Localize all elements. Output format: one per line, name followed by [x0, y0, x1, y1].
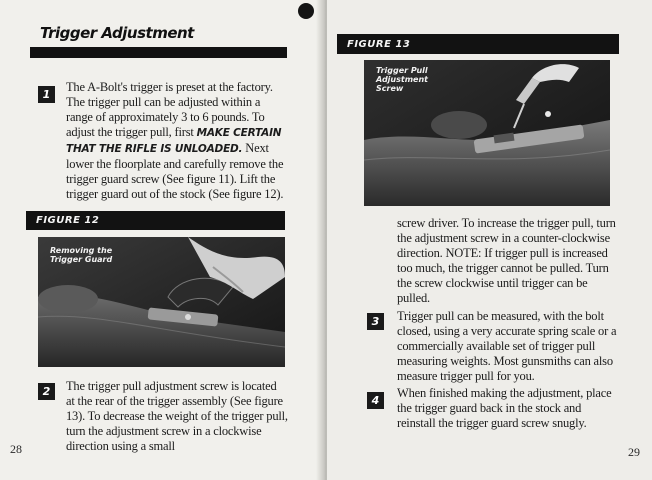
step-1-text-before: The A-Bolt's trigger is preset at the factory. The trigger pull can be adjusted within a range of approximately 3 to 6 pounds. To adjust the trigger pull, first [66, 80, 273, 139]
step-1-badge: 1 [38, 86, 55, 103]
right-page [327, 0, 652, 480]
figure-12-bar: FIGURE 12 [26, 211, 285, 230]
step-2-continuation: screw driver. To increase the trigger pull, turn the adjustment screw in a counter-clockwise direction. NOTE: If trigger pull is increased too much, the trigger cannot be pulled. Turn the screw clockwise until trigger can be pulled. [397, 216, 616, 305]
step-1-warning: MAKE CERTAIN THAT THE RIFLE IS UNLOADED. [66, 127, 282, 155]
figure-13-photo [364, 60, 610, 206]
figure-13-bar: FIGURE 13 [337, 34, 619, 54]
left-page [0, 0, 323, 480]
step-2-text: The trigger pull adjustment screw is located at the rear of the trigger assembly (See figure 13). To decrease the weight of the trigger pull, turn the adjustment screw in a clockwise direction using a small [66, 379, 288, 453]
step-1-text-after: Next lower the floorplate and carefully remove the trigger guard screw (See figure 11). Lift the trigger guard out of the stock (See figure 12). [66, 141, 284, 201]
figure-13-caption: Trigger Pull Adjustment Screw [376, 66, 428, 93]
step-1-text [66, 80, 288, 202]
step-2-badge: 2 [38, 383, 55, 400]
step-3-badge: 3 [367, 313, 384, 330]
step-4-badge: 4 [367, 392, 384, 409]
page-number-right: 29 [628, 445, 640, 459]
figure-12-caption: Removing the Trigger Guard [50, 246, 113, 264]
binding-hole-left [298, 3, 314, 19]
title-rule [30, 47, 287, 58]
figure-12-photo [38, 237, 285, 367]
step-3-text: Trigger pull can be measured, with the bolt closed, using a very accurate spring scale or a commercially available set of trigger pull measuring weights. Most gunsmiths can also measure trigger pull for you. [397, 309, 617, 383]
page-title: Trigger Adjustment [40, 24, 194, 42]
page-number-left: 28 [10, 442, 22, 456]
step-4-text: When finished making the adjustment, place the trigger guard back in the stock and reinstall the trigger guard screw snugly. [397, 386, 612, 430]
